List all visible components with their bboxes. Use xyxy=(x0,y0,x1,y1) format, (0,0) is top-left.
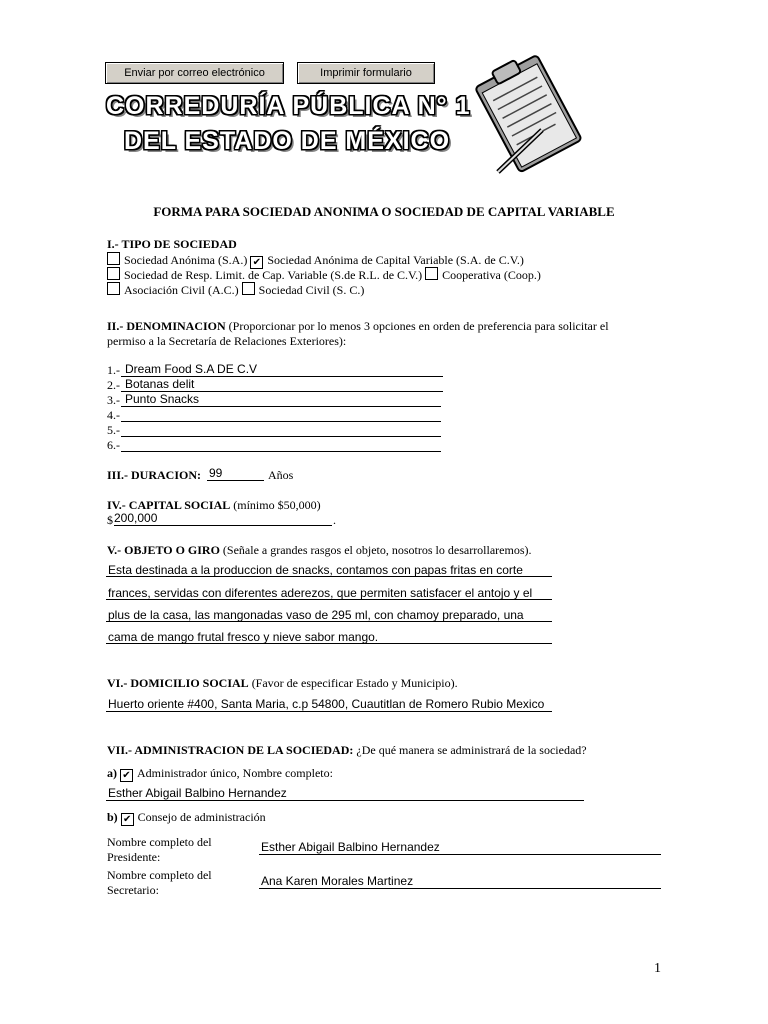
tipo-row3 xyxy=(107,282,364,298)
admin-question: ¿De qué manera se administrará de la sociedad? xyxy=(356,743,587,757)
checkbox-srl[interactable] xyxy=(107,267,120,280)
denom-label-5: 5.- xyxy=(107,423,120,437)
admin-b-text: Consejo de administración xyxy=(137,810,266,824)
checkbox-sacv[interactable]: ✔ xyxy=(250,256,263,269)
admin-a-text: Administrador único, Nombre completo: xyxy=(137,766,333,780)
denom-label-4: 4.- xyxy=(107,408,120,422)
srl-label: Sociedad de Resp. Limit. de Cap. Variable (S.de R.L. de C.V.) xyxy=(124,268,423,282)
checkbox-admin-unico[interactable]: ✔ xyxy=(120,769,133,782)
denom-line-5[interactable] xyxy=(121,424,441,437)
secretario-value: Ana Karen Morales Martinez xyxy=(261,874,414,888)
checkbox-sa[interactable] xyxy=(107,252,120,265)
domicilio-heading-row xyxy=(107,676,458,691)
denominacion-note: (Proporcionar por lo menos 3 opciones en orden de preferencia para solicitar el xyxy=(228,319,609,333)
objeto-value-1: Esta destinada a la produccion de snacks, contamos con papas fritas en corte xyxy=(108,563,523,577)
admin-a-label: a) xyxy=(107,766,117,780)
domicilio-heading: VI.- DOMICILIO SOCIAL xyxy=(107,676,249,690)
denom-line-4[interactable] xyxy=(121,409,441,422)
objeto-heading: V.- OBJETO O GIRO xyxy=(107,543,220,557)
denom-label-2: 2.- xyxy=(107,378,120,392)
email-button[interactable]: Enviar por correo electrónico xyxy=(105,62,284,84)
title-line2: DEL ESTADO DE MÉXICO xyxy=(124,127,451,155)
tipo-row2 xyxy=(107,267,541,283)
capital-currency: $ xyxy=(107,513,113,527)
domicilio-note: (Favor de especificar Estado y Municipio). xyxy=(251,676,458,690)
admin-heading: VII.- ADMINISTRACION DE LA SOCIEDAD: xyxy=(107,743,354,757)
capital-value: 200,000 xyxy=(114,511,158,525)
objeto-value-4: cama de mango frutal fresco y nieve sabor mango. xyxy=(108,630,379,644)
objeto-heading-row xyxy=(107,543,532,558)
tipo-heading: I.- TIPO DE SOCIEDAD xyxy=(107,237,237,251)
checkbox-ac[interactable] xyxy=(107,282,120,295)
admin-unico-value: Esther Abigail Balbino Hernandez xyxy=(108,786,287,800)
objeto-value-2: frances, servidas con diferentes aderezos, que permiten satisfacer el antojo y el xyxy=(108,586,533,600)
presidente-value: Esther Abigail Balbino Hernandez xyxy=(261,840,440,854)
admin-b-label: b) xyxy=(107,810,118,824)
secretario-label-2: Secretario: xyxy=(107,883,159,897)
secretario-label-1: Nombre completo del xyxy=(107,868,212,882)
denominacion-note2: permiso a la Secretaría de Relaciones Exteriores): xyxy=(107,334,347,348)
clipboard-icon xyxy=(468,52,588,178)
ac-label: Asociación Civil (A.C.) xyxy=(124,283,239,297)
sc-label: Sociedad Civil (S. C.) xyxy=(258,283,365,297)
capital-note: (mínimo $50,000) xyxy=(233,498,321,512)
domicilio-value: Huerto oriente #400, Santa Maria, c.p 54800, Cuautitlan de Romero Rubio Mexico xyxy=(108,697,545,711)
duracion-unit: Años xyxy=(268,468,294,482)
duracion-heading: III.- DURACION: xyxy=(107,468,202,482)
admin-b-row xyxy=(107,810,266,826)
title-line1: CORREDURÍA PÚBLICA N° 1 xyxy=(106,92,471,120)
objeto-value-3: plus de la casa, las mangonadas vaso de 295 ml, con chamoy preparado, una xyxy=(108,608,524,622)
checkbox-coop[interactable] xyxy=(425,267,438,280)
denom-label-3: 3.- xyxy=(107,393,120,407)
capital-end: . xyxy=(333,513,336,527)
sa-label: Sociedad Anónima (S.A.) xyxy=(124,253,248,267)
denominacion-heading: II.- DENOMINACION xyxy=(107,319,226,333)
capital-heading: IV.- CAPITAL SOCIAL xyxy=(107,498,231,512)
coop-label: Cooperativa (Coop.) xyxy=(442,268,541,282)
form-title: FORMA PARA SOCIEDAD ANONIMA O SOCIEDAD DE CAPITAL VARIABLE xyxy=(153,204,615,219)
page-number: 1 xyxy=(654,961,661,976)
presidente-label-1: Nombre completo del xyxy=(107,835,212,849)
denom-value-2: Botanas delit xyxy=(125,377,195,391)
print-button[interactable]: Imprimir formulario xyxy=(297,62,435,84)
denom-label-1: 1.- xyxy=(107,363,120,377)
admin-a-row xyxy=(107,766,333,782)
presidente-label-2: Presidente: xyxy=(107,850,161,864)
sacv-label: Sociedad Anónima de Capital Variable (S.A. de C.V.) xyxy=(267,253,524,267)
duracion-value: 99 xyxy=(209,466,223,480)
denom-value-3: Punto Snacks xyxy=(125,392,200,406)
denom-label-6: 6.- xyxy=(107,438,120,452)
denom-value-1: Dream Food S.A DE C.V xyxy=(125,362,258,376)
denom-line-6[interactable] xyxy=(121,439,441,452)
checkbox-consejo[interactable]: ✔ xyxy=(121,813,134,826)
objeto-note: (Señale a grandes rasgos el objeto, nosotros lo desarrollaremos). xyxy=(222,543,532,557)
checkbox-sc[interactable] xyxy=(242,282,255,295)
denominacion-heading-row xyxy=(107,319,609,334)
admin-heading-row xyxy=(107,743,587,758)
